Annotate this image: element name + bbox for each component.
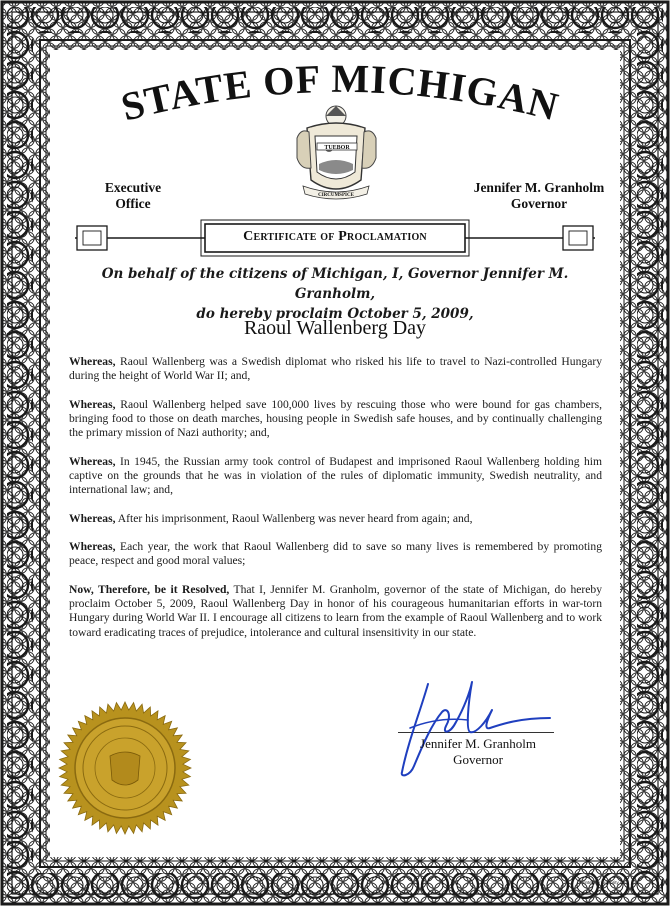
paragraph-text: After his imprisonment, Raoul Wallenberg was never heard from again; and, — [115, 512, 473, 525]
behalf-line-2: do hereby proclaim October 5, 2009, — [196, 306, 474, 322]
resolution-paragraph — [69, 583, 602, 640]
paragraph-text: That I, Jennifer M. Granholm, governor of the state of Michigan, do hereby proclaim October 5, 2009, Raoul Wallenberg Day in honor of his courageous humanitarian efforts in war-torn Hungary during World War II. I encourage all citizens to learn from the example of Raoul Wallenberg and to work toward eradicating traces of prejudice, intolerance and cultural insensitivity in our state. — [69, 583, 602, 639]
paragraph-lead: Now, Therefore, be it Resolved, — [69, 583, 230, 596]
signature-name-block — [398, 736, 558, 768]
state-title: STATE OF MICHIGAN — [116, 55, 564, 130]
office-line: Office — [115, 196, 151, 211]
executive-office-label — [88, 180, 178, 212]
signatory-name: Jennifer M. Granholm — [420, 736, 536, 751]
gold-seal-icon — [55, 698, 195, 838]
governor-name: Jennifer M. Granholm — [473, 180, 605, 195]
whereas-paragraph — [69, 455, 602, 498]
paragraph-lead: Whereas, — [69, 398, 116, 411]
governor-header — [464, 180, 614, 212]
paragraph-lead: Whereas, — [69, 540, 116, 553]
certificate-label: Certificate of Proclamation — [243, 229, 427, 244]
whereas-paragraph — [69, 512, 602, 526]
paragraph-lead: Whereas, — [69, 512, 116, 525]
whereas-paragraph — [69, 398, 602, 441]
paragraph-text: Raoul Wallenberg helped save 100,000 lives by rescuing those who were bound for gas chambers, bringing food to those on death marches, housing people in Swedish safe houses, and by continually challenging the primary mission of Nazi authority; and, — [69, 398, 602, 440]
paragraph-lead: Whereas, — [69, 455, 116, 468]
svg-text:CIRCUMSPICE: CIRCUMSPICE — [318, 193, 354, 198]
executive-line: Executive — [104, 180, 162, 195]
paragraph-text: In 1945, the Russian army took control of Budapest and imprisoned Raoul Wallenberg holding him captive on the grounds that he was in violation of the rules of diplomatic immunity, Swedish neutrality, and international law; and, — [69, 455, 602, 497]
behalf-statement — [60, 264, 610, 324]
printed-by-note: Printed by authority of — [580, 880, 624, 885]
whereas-paragraph — [69, 540, 602, 568]
proclaimed-day-title: Raoul Wallenberg Day — [243, 317, 427, 339]
behalf-line-1: On behalf of the citizens of Michigan, I, Governor Jennifer M. Granholm, — [101, 266, 569, 302]
paragraph-text: Each year, the work that Raoul Wallenberg did to save so many lives is remembered by promoting peace, respect and good moral values; — [69, 540, 602, 568]
paragraph-lead: Whereas, — [69, 355, 116, 368]
whereas-paragraph — [69, 355, 602, 383]
svg-text:TUEBOR: TUEBOR — [324, 145, 350, 151]
signatory-title: Governor — [453, 752, 503, 767]
paragraph-text: Raoul Wallenberg was a Swedish diplomat who risked his life to travel to Nazi-controlled Hungary during the height of World War II; and, — [69, 355, 602, 383]
michigan-seal-icon — [289, 98, 384, 208]
governor-title: Governor — [510, 196, 568, 211]
